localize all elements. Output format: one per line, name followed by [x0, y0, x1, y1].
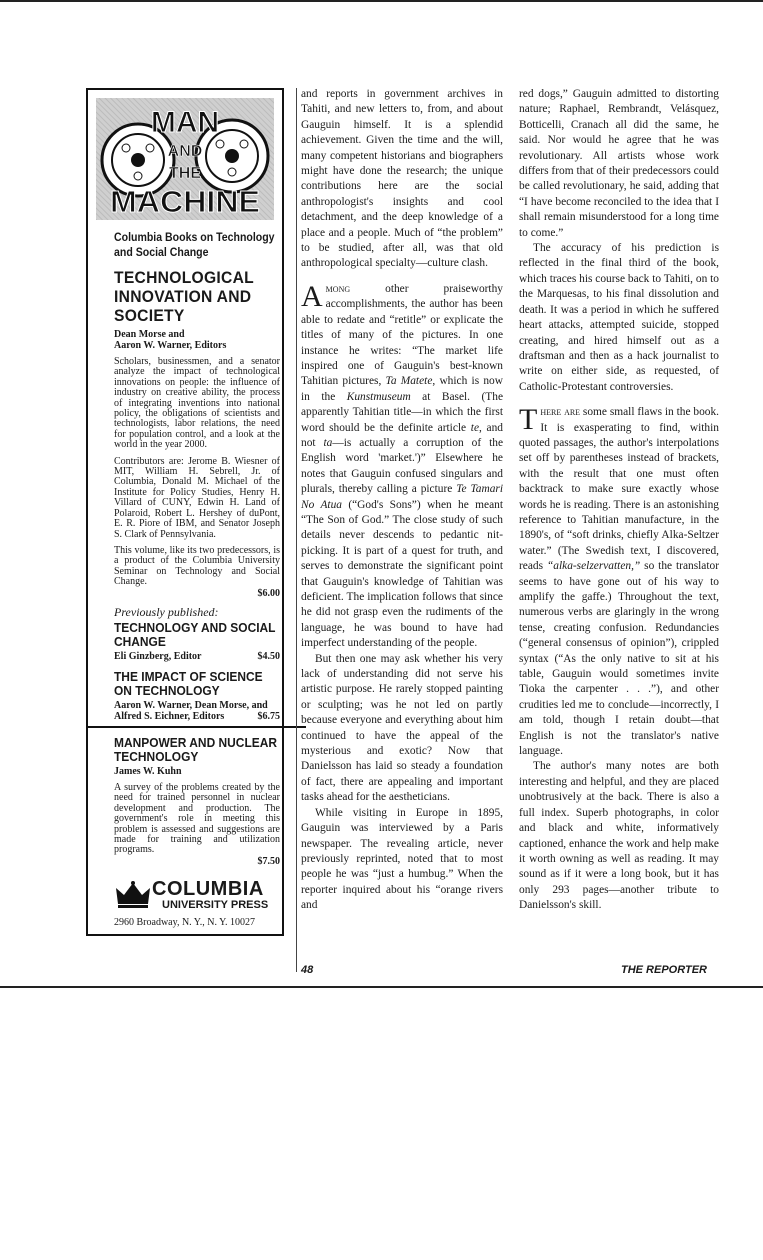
book3-editors-line1: Aaron W. Warner, Dean Morse, and: [114, 699, 268, 711]
book2-editor: Eli Ginzberg, Editor: [114, 650, 202, 662]
col2-paragraph-1: red dogs,” Gauguin admitted to distorting nature; Raphael, Rembrandt, Velásquez, Botticelli, Cranach all did the same, he said. Nor would he agree that he was revolutionary. All artists whose work differs from that of their predecessors could be called revolutionary, he said, adding that “I have become reconciled to the idea that I shall remain misunderstood for a long time to come.”: [519, 88, 719, 239]
series-heading: Columbia Books on Technology and Social Change: [114, 230, 275, 259]
banner-word-man: MAN: [150, 106, 220, 139]
book4-author: James W. Kuhn: [114, 765, 182, 777]
book1-contributors: Contributors are: Jerome B. Wiesner of MIT, William H. Sebrell, Jr. of Columbia, Donald M. Michael of the Institute for Policy Studies, Henry H. Villard of CUNY, Edwin H. Land of Polaroid, Robert L. Hershey of duPont, E. R. Piore of IBM, and Senator Joseph S. Clark of Pennsylvania.: [114, 455, 280, 540]
col1-paragraph-2: Among other praiseworthy accomplishments, the author has been able to redate and “retitle” or explicate the titles of many of the pictures. In one instance he writes: “The market life inspired one of Gauguin's best-known Tahitian pictures, Ta Matete, which is now in the Kunstmuseum at Basel. (The apparently Tahitian title—in which the first word should be the definite article te, and not ta—is actually a corruption of the English word 'market.')” Elsewhere he notes that Gauguin confused singulars and plurals, thereby calling a picture Te Tamari No Atua (“God's Sons”) when he meant “The Son of God.” The close study of such details never descends to pedantic nit-picking. It is part of a quest for truth, and serves to demonstrate the significant point that Gauguin's knowledge of Tahitian was deficient. The implication follows that since he did not grasp even the rudiments of the language, he was bound to have had imperfect understanding of the people.: [301, 279, 504, 650]
publisher-name-line1: COLUMBIA: [152, 877, 264, 900]
book2-price: $4.50: [257, 650, 280, 662]
book1-price: $6.00: [257, 587, 280, 599]
book4-price: $7.50: [257, 855, 280, 867]
top-page-edge: [0, 0, 763, 2]
ad-divider: [88, 726, 306, 728]
film-reel-artwork: [96, 98, 274, 220]
publisher-name: [152, 879, 268, 912]
book3-price: $6.75: [257, 710, 280, 722]
book4-title: MANPOWER AND NUCLEAR TECHNOLOGY: [114, 734, 278, 764]
dropcap-t: T: [519, 403, 538, 437]
book4-price-row: [114, 856, 280, 867]
article-column-2: [519, 87, 719, 914]
book1-price-row: [114, 588, 280, 599]
book3-editors-row: [114, 711, 280, 722]
book1-editors-line1: Dean Morse and: [114, 329, 185, 340]
book1-title: TECHNOLOGICAL INNOVATION AND SOCIETY: [114, 268, 254, 325]
banner-word-and: AND: [167, 143, 203, 160]
publisher-logo: [114, 879, 280, 912]
publisher-name-line2: UNIVERSITY PRESS: [162, 898, 269, 911]
col2-paragraph-3: There are some small flaws in the book. It is exasperating to find, within quoted passages, the author's interpolations set off by parentheses instead of brackets, with the result that one must often backtrack to make sure exactly whose words he is reading. There is an astonishing reference to Tahitian manufacture, in the 1890's, of “soft drinks, chiefly Alka-Seltzer water.” (The Swedish text, I discovered, reads “alka-selzervatten,” so the translator seems to have gone out of his way to amplify the gaffe.) Throughout the text, numerous verbs are glaringly in the wrong tense, creating confusion. Redundancies (“general consensus of opinion”), crippled syntax (“As the only native to sit at his table, Gauguin would sometimes invite Tioka the carpenter . . .”), and other crudities led me to conclude—incorrectly, I am told, though I retain doubt—that English is not the translator's native language.: [519, 403, 720, 758]
man-and-the-machine-banner: [96, 98, 274, 220]
bottom-page-edge: [0, 986, 763, 988]
publisher-address: 2960 Broadway, N. Y., N. Y. 10027: [114, 916, 256, 928]
columbia-press-advertisement: [86, 88, 284, 936]
article-column-1: [301, 87, 503, 914]
dropcap-a: A: [301, 279, 323, 313]
column-rule: [296, 88, 297, 972]
book3-editors-line2: Alfred S. Eichner, Editors: [114, 710, 225, 722]
page-number: 48: [301, 964, 314, 976]
banner-word-the: THE: [169, 165, 201, 182]
previously-published-label: Previously published:: [114, 604, 219, 619]
magazine-name: THE REPORTER: [621, 964, 707, 976]
col2-paragraph-4: The author's many notes are both interesting and helpful, and they are placed unobtrusively at the back. There is also a full index. Superb photographs, in color and black and white, informatively captioned, enhance the work and help make it worth owning as well as reading. It may sound as if it were a long book, but it has only 293 pages—another tribute to Danielsson's skill.: [519, 760, 719, 912]
crown-icon: [114, 880, 152, 910]
book2-title: TECHNOLOGY AND SOCIAL CHANGE: [114, 619, 276, 649]
banner-word-machine: MACHINE: [110, 184, 260, 219]
book1-volume-note: This volume, like its two predecessors, is a product of the Columbia University Seminar on Technology and Social Change.: [114, 544, 280, 588]
ad-body: [114, 230, 280, 928]
book4-description: A survey of the problems created by the need for trained personnel in nuclear development and production. The government's role in meeting this problem is assessed and suggestions are made for training and utilization programs.: [114, 781, 280, 856]
book1-editors-line2: Aaron W. Warner, Editors: [114, 340, 227, 351]
col2-paragraph-2: The accuracy of his prediction is reflected in the final third of the book, which traces his course back to Tahiti, on to the Marquesas, to his final dissolution and death. It was a period in which he suffered heart attacks, attempted suicide, stopped creating, and hired himself out as a draftsman and then as a hack journalist to write on either side, as requested, of Catholic-Protestant controversies.: [519, 242, 719, 393]
col1-paragraph-4: While visiting in Europe in 1895, Gauguin was interviewed by a Paris newspaper. The revealing article, never previously reprinted, noted that to most people he was “just a humbug.” When the reporter inquired about his “orange rivers and: [301, 806, 503, 912]
book3-title: THE IMPACT OF SCIENCE ON TECHNOLOGY: [114, 668, 263, 698]
col1-paragraph-1: and reports in government archives in Tahiti, and new letters to, from, and about Gauguin himself. It is a splendid achievement. Given the time and the will, many competent historians and biographers might have done the research; the unique contributions here are the social anthropologist's insights and cool detachment, and the deep knowledge of a place and a people. Much of “the problem” to be studied, after all, was that old anthropological specialty—culture clash.: [301, 88, 503, 270]
col1-paragraph-3: But then one may ask whether his very lack of understanding did not serve his artistic purpose. He rarely stopped painting or sculpting; was he not led on partly because everyone and everything about him continued to have the appeal of the mysterious and exotic? Now that Danielsson has laid so steady a foundation of fact, there are appealing and important tasks ahead for the aestheticians.: [301, 652, 503, 804]
book1-description: Scholars, businessmen, and a senator analyze the impact of technological innovations on people: the influence of industry on creative ability, the process of integrating inventions into national policy, the obligations of scientists and technologists, labor relations, the need for population control, and a look at the world in the year 2000.: [114, 356, 280, 451]
book2-editor-row: [114, 651, 280, 662]
